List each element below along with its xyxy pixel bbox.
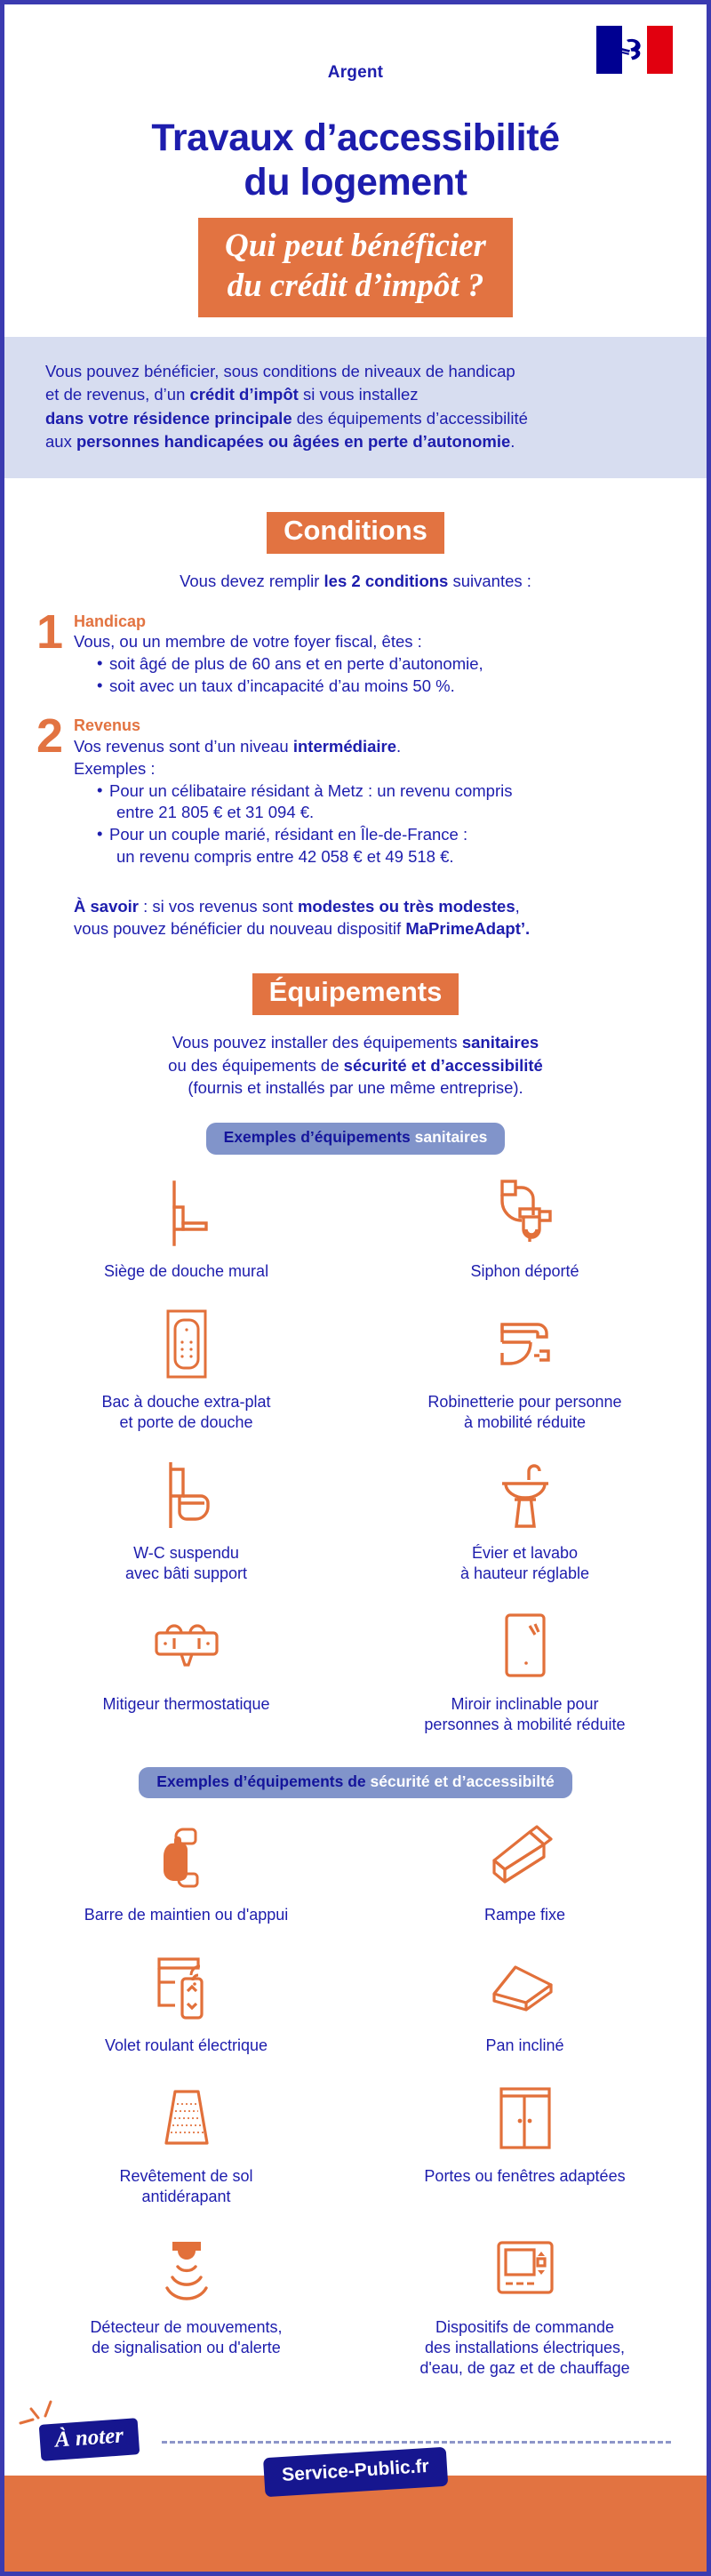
equipment-label-line-1: Revêtement de sol (119, 2167, 253, 2186)
equipment-label-line-1: Pan incliné (485, 2036, 564, 2055)
service-public-logo[interactable]: Service-Public.fr (263, 2447, 448, 2497)
equipments-section-header (4, 973, 707, 1015)
condition-line-1: Vous, ou un membre de votre foyer fiscal, êtes : (74, 632, 422, 652)
page-header (4, 4, 707, 111)
equipment-label (84, 1905, 289, 1925)
shower-seat-icon (155, 1172, 219, 1254)
note-dashed-divider (162, 2441, 671, 2444)
sanitary-pill-dark: Exemples d’équipements (223, 1128, 411, 1147)
equipments-lead-2a: ou des équipements de (168, 1055, 344, 1075)
equipments-heading: Équipements (252, 973, 459, 1015)
sanitary-group-header (4, 1123, 707, 1154)
intro-line-2-c: si vous installez (298, 385, 419, 404)
conditions-lead-c: suivantes : (448, 571, 531, 590)
equipment-label-line-1: Portes ou fenêtres adaptées (424, 2167, 626, 2186)
condition-line-2-a: Vos revenus sont d’un niveau (74, 737, 293, 756)
intro-line-4-a: aux (45, 431, 76, 451)
page-footer (4, 2455, 707, 2572)
equipment-label (460, 1543, 589, 1584)
conditions-section-header (4, 512, 707, 554)
intro-line-4-b: personnes handicapées ou âgées en perte d’autonomie (76, 431, 511, 451)
conditions-heading: Conditions (267, 512, 444, 554)
equipment-cell (356, 1934, 694, 2065)
equipment-label-line-1: Mitigeur thermostatique (102, 1694, 270, 1713)
equipment-cell (17, 1160, 356, 1291)
sanitary-pill (206, 1123, 506, 1154)
equipment-label-line-3: d'eau, de gaz et de chauffage (419, 2359, 630, 2378)
condition-bullet: • soit avec un taux d’incapacité d’au moins 50 %. (97, 676, 682, 698)
condition-bullet-line-2: un revenu compris entre 42 058 € et 49 518 €. (116, 846, 454, 866)
condition-item-2 (4, 709, 707, 868)
equipment-cell (17, 1291, 356, 1442)
intro-paragraph (4, 360, 707, 453)
equipment-label-line-1: Bac à douche extra-plat (101, 1392, 271, 1411)
equipment-label (484, 1905, 565, 1925)
control-panel-icon (491, 2228, 559, 2310)
adapted-doors-windows-icon (492, 2077, 558, 2159)
accessible-tap-icon (490, 1303, 561, 1385)
condition-bullet-line-2: entre 21 805 € et 31 094 €. (116, 803, 315, 822)
category-label: Argent (327, 63, 384, 82)
wall-hung-toilet-icon (155, 1454, 219, 1536)
equipment-cell (356, 1442, 694, 1593)
equipment-cell (17, 1593, 356, 1744)
equipment-label (105, 2036, 268, 2056)
motion-detector-icon (151, 2228, 222, 2310)
equipment-label-line-1: Volet roulant électrique (104, 2036, 268, 2055)
condition-bullet: • soit âgé de plus de 60 ans et en perte d’autonomie, (97, 653, 682, 676)
conditions-lead-a: Vous devez remplir (180, 571, 324, 590)
thermostatic-mixer-icon (148, 1605, 226, 1687)
intro-band (4, 337, 707, 478)
condition-line-2-c: . (396, 737, 402, 756)
equipment-label-line-1: Miroir inclinable pour (451, 1694, 599, 1713)
asavoir-text-1: : si vos revenus sont (139, 896, 298, 916)
condition-bullet (97, 824, 682, 868)
equipment-label-line-1: Siège de douche mural (103, 1261, 269, 1280)
condition-body-2 (74, 716, 682, 868)
equipment-label (419, 2317, 629, 2379)
equipment-label-line-1: Siphon déporté (470, 1261, 579, 1280)
intro-line-4-c: . (510, 431, 515, 451)
intro-line-2-a: et de revenus, d’un (45, 385, 190, 404)
equipment-label (90, 2317, 282, 2358)
equipment-cell (17, 2216, 356, 2388)
equipment-cell (17, 1934, 356, 2065)
sanitary-equipment-grid (4, 1160, 707, 1744)
condition-line-2-b: intermédiaire (292, 737, 397, 756)
condition-line-2 (74, 736, 682, 758)
offset-siphon-icon (491, 1172, 560, 1254)
equipment-label (125, 1543, 247, 1584)
security-group-header (4, 1767, 707, 1798)
condition-bullets-2 (97, 780, 682, 868)
equipment-label-line-1: Barre de maintien ou d'appui (84, 1906, 289, 1924)
page-title-line-1: Travaux d’accessibilité (151, 116, 560, 159)
equipment-label (119, 2166, 252, 2207)
equipment-label-line-1: Robinetterie pour personne (427, 1392, 622, 1411)
non-slip-flooring-icon (152, 2077, 221, 2159)
equipment-cell (356, 1593, 694, 1744)
intro-line-3-b: des équipements d’accessibilité (292, 408, 528, 428)
equipment-cell (356, 2216, 694, 2388)
equipment-label-line-2: à mobilité réduite (463, 1412, 587, 1431)
subtitle-line-1: Qui peut bénéficier (225, 227, 486, 264)
subtitle-banner (4, 218, 707, 317)
condition-title-2: Revenus (74, 716, 141, 735)
condition-examples-label: Exemples : (74, 758, 156, 778)
security-pill-dark: Exemples d’équipements de (156, 1772, 366, 1790)
condition-item-1 (4, 604, 707, 698)
equipment-label (470, 1261, 579, 1282)
asavoir-text-5: MaPrimeAdapt’. (405, 918, 531, 938)
equipment-label-line-2: personnes à mobilité réduite (424, 1715, 626, 1733)
security-pill (139, 1767, 571, 1798)
subtitle-line-2: du crédit d’impôt ? (227, 267, 484, 304)
equipment-label-line-2: antidérapant (141, 2188, 231, 2206)
intro-line-3-a: dans votre résidence principale (45, 408, 292, 428)
page-title-line-2: du logement (244, 160, 467, 204)
security-pill-light: sécurité et d’accessibilté (370, 1772, 555, 1790)
tilting-mirror-icon (498, 1605, 553, 1687)
asavoir-text-2: modestes ou très modestes (297, 896, 515, 916)
equipment-cell (17, 2065, 356, 2216)
conditions-lead (4, 570, 707, 593)
equipments-lead-1b: sanitaires (461, 1032, 539, 1052)
condition-bullet (97, 780, 682, 825)
condition-number-1: 1 (36, 604, 64, 659)
equipment-label-line-1: Évier et lavabo (471, 1543, 579, 1562)
grab-bar-icon (155, 1816, 219, 1898)
asavoir-note (4, 895, 707, 940)
equipment-cell (356, 1804, 694, 1934)
equipment-label-line-1: Détecteur de mouvements, (90, 2318, 283, 2337)
equipment-cell (356, 1291, 694, 1442)
equipments-lead-1a: Vous pouvez installer des équipements (172, 1032, 462, 1052)
equipment-label (424, 2166, 625, 2187)
fixed-ramp-icon (487, 1816, 563, 1898)
equipments-lead-2b: sécurité et d’accessibilité (343, 1055, 543, 1075)
condition-bullets-1 (97, 653, 682, 698)
flat-shower-tray-icon (161, 1303, 212, 1385)
condition-body-1 (74, 612, 682, 698)
equipment-label-line-2: de signalisation ou d'alerte (92, 2339, 281, 2357)
adjustable-sink-icon (493, 1454, 557, 1536)
equipment-label (485, 2036, 563, 2056)
electric-roller-shutter-icon (150, 1947, 223, 2028)
conditions-lead-b: les 2 conditions (324, 571, 449, 590)
asavoir-text-3: , (515, 896, 520, 916)
equipment-label (101, 1392, 270, 1433)
inclined-plane-icon (489, 1947, 562, 2028)
equipments-lead (4, 1031, 707, 1100)
equipment-cell (356, 1160, 694, 1291)
subtitle-box (198, 218, 513, 317)
equipment-label-line-2: des installations électriques, (424, 2339, 626, 2357)
equipment-cell (17, 1442, 356, 1593)
condition-number-2: 2 (36, 709, 64, 764)
equipment-label (102, 1694, 269, 1715)
condition-bullet-line-1: Pour un couple marié, résidant en Île-de-France : (109, 825, 468, 844)
equipment-label (104, 1261, 268, 1282)
security-equipment-grid (4, 1804, 707, 2388)
asavoir-label: À savoir (74, 896, 140, 916)
equipment-label (427, 1392, 621, 1433)
equipments-lead-3: (fournis et installés par une même entreprise). (188, 1078, 523, 1098)
intro-line-1: Vous pouvez bénéficier, sous conditions de niveaux de handicap (45, 362, 515, 380)
equipment-label-line-1: W-C suspendu (133, 1543, 239, 1562)
marianne-silhouette-icon (611, 33, 656, 67)
equipment-cell (356, 2065, 694, 2216)
equipment-label-line-2: à hauteur réglable (459, 1564, 590, 1582)
equipment-label-line-1: Rampe fixe (483, 1906, 566, 1924)
equipment-cell (17, 1804, 356, 1934)
condition-bullet-line-1: Pour un célibataire résidant à Metz : un revenu compris (109, 780, 513, 800)
asavoir-text-4: vous pouvez bénéficier du nouveau dispositif (74, 918, 406, 938)
equipment-label-line-2: avec bâti support (124, 1564, 248, 1582)
equipment-label (424, 1694, 625, 1735)
note-badge: À noter (39, 2418, 140, 2461)
intro-line-2-b: crédit d’impôt (189, 385, 299, 404)
sanitary-pill-light: sanitaires (414, 1128, 488, 1147)
condition-title-1: Handicap (74, 612, 147, 630)
page-title (4, 116, 707, 205)
equipment-label-line-2: et porte de douche (119, 1412, 253, 1431)
equipment-label-line-1: Dispositifs de commande (435, 2318, 615, 2337)
